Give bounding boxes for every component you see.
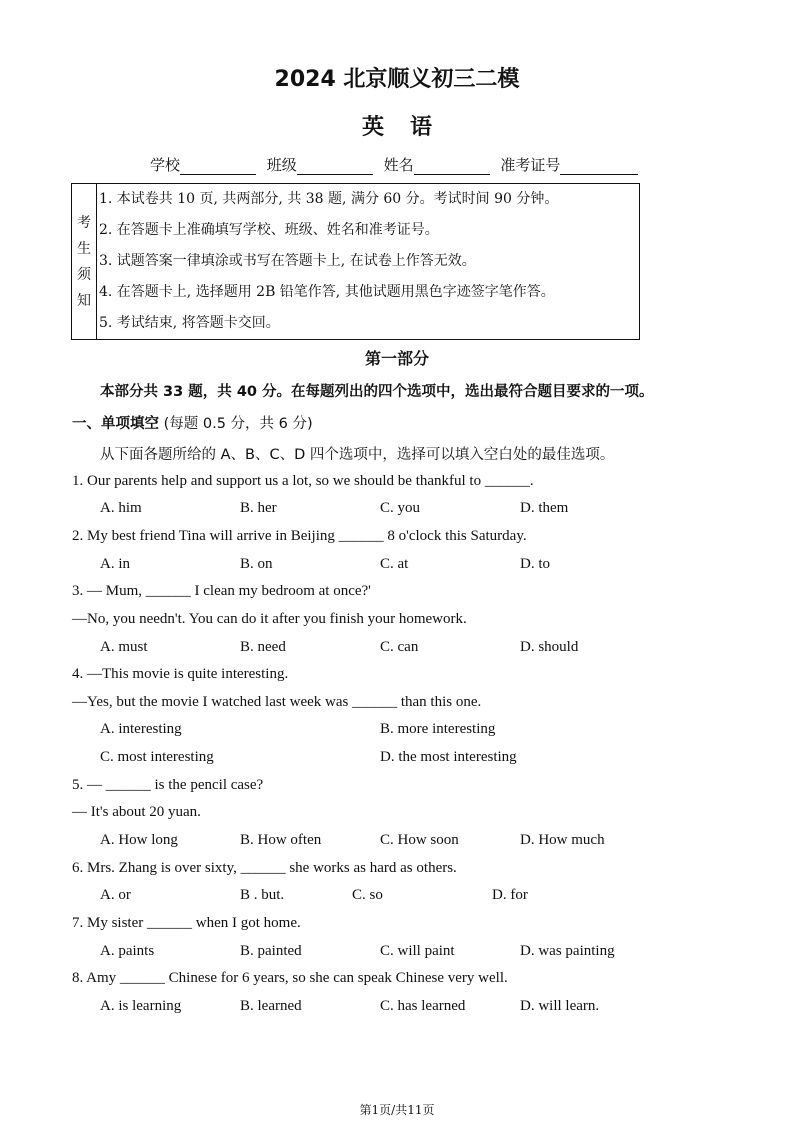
option-c[interactable]: C. you [380, 500, 421, 516]
option-c[interactable]: C. so [352, 887, 383, 903]
section-name: 单项填空 [101, 416, 159, 432]
page-footer: 第1页/共11页 [359, 1103, 435, 1117]
notice-item: 4. 在答题卡上, 选择题用 2B 铅笔作答, 其他试题用黑色字迹签字笔作答。 [99, 284, 555, 300]
notice-item: 2. 在答题卡上准确填写学校、班级、姓名和准考证号。 [99, 222, 439, 238]
class-label: 班级 [266, 156, 297, 174]
option-d[interactable]: D. for [492, 887, 528, 903]
option-b[interactable]: B. on [240, 556, 273, 572]
part-title: 第一部分 [364, 349, 429, 368]
option-c[interactable]: C. can [380, 639, 419, 655]
question-text: 7. My sister ______ when I got home. [72, 915, 301, 931]
option-b[interactable]: B. learned [240, 998, 302, 1014]
option-d[interactable]: D. them [520, 500, 569, 516]
question-text: 3. — Mum, ______ I clean my bedroom at once?' [72, 583, 371, 599]
exam-notice-box [71, 183, 640, 340]
option-a[interactable]: A. in [100, 556, 130, 572]
option-b[interactable]: B. How often [240, 832, 322, 848]
option-b[interactable]: B. need [240, 639, 286, 655]
name-field[interactable] [414, 158, 490, 175]
class-field[interactable] [297, 158, 373, 175]
question-text: —Yes, but the movie I watched last week was ______ than this one. [72, 694, 482, 710]
notice-item: 5. 考试结束, 将答题卡交回。 [99, 315, 280, 331]
option-a[interactable]: A. must [100, 639, 148, 655]
school-label: 学校 [150, 156, 181, 174]
school-field[interactable] [180, 158, 256, 175]
option-c[interactable]: C. How soon [380, 832, 459, 848]
option-b[interactable]: B. painted [240, 943, 302, 959]
option-d[interactable]: D. will learn. [520, 998, 600, 1014]
question-text: —No, you needn't. You can do it after you finish your homework. [72, 611, 467, 627]
option-a[interactable]: A. paints [100, 943, 155, 959]
option-c[interactable]: C. at [380, 556, 409, 572]
student-info-row [150, 154, 644, 175]
part-description: 本部分共 33 题，共 40 分。在每题列出的四个选项中，选出最符合题目要求的一项。 [100, 384, 654, 400]
option-d[interactable]: D. How much [520, 832, 605, 848]
option-c[interactable]: C. has learned [380, 998, 466, 1014]
option-c[interactable]: C. will paint [380, 943, 455, 959]
question-text: 8. Amy ______ Chinese for 6 years, so she can speak Chinese very well. [72, 970, 508, 986]
option-b[interactable]: B. her [240, 500, 277, 516]
page-title: 2024 北京顺义初三二模 [274, 67, 520, 92]
subject-title: 英语 [361, 115, 458, 140]
exam-no-label: 准考证号 [500, 156, 561, 174]
question-text: 1. Our parents help and support us a lot, so we should be thankful to ______. [72, 473, 534, 489]
section-number: 一、 [72, 416, 101, 432]
notice-item: 3. 试题答案一律填涂或书写在答题卡上, 在试卷上作答无效。 [99, 253, 476, 269]
section-heading [72, 412, 313, 433]
question-text: 6. Mrs. Zhang is over sixty, ______ she works as hard as others. [72, 860, 457, 876]
section-score: (每题 0.5 分，共 6 分) [163, 416, 313, 432]
option-a[interactable]: A. interesting [100, 721, 182, 737]
notice-side-label: 考 生 须 知 [72, 184, 97, 339]
question-text: 2. My best friend Tina will arrive in Beijing ______ 8 o'clock this Saturday. [72, 528, 527, 544]
option-c[interactable]: C. most interesting [100, 749, 214, 765]
option-b[interactable]: B . but. [240, 887, 285, 903]
option-d[interactable]: D. the most interesting [380, 749, 517, 765]
option-a[interactable]: A. is learning [100, 998, 182, 1014]
option-a[interactable]: A. How long [100, 832, 178, 848]
question-text: 5. — ______ is the pencil case? [72, 777, 264, 793]
option-b[interactable]: B. more interesting [380, 721, 496, 737]
name-label: 姓名 [383, 156, 414, 174]
option-d[interactable]: D. was painting [520, 943, 615, 959]
option-a[interactable]: A. him [100, 500, 142, 516]
question-text: — It's about 20 yuan. [72, 804, 201, 820]
exam-no-field[interactable] [560, 158, 638, 175]
option-a[interactable]: A. or [100, 887, 131, 903]
option-d[interactable]: D. should [520, 639, 579, 655]
option-d[interactable]: D. to [520, 556, 550, 572]
question-text: 4. —This movie is quite interesting. [72, 666, 289, 682]
notice-item: 1. 本试卷共 10 页, 共两部分, 共 38 题, 满分 60 分。考试时间 90 分钟。 [99, 191, 559, 207]
section-instruction: 从下面各题所给的 A、B、C、D 四个选项中，选择可以填入空白处的最佳选项。 [100, 447, 615, 463]
